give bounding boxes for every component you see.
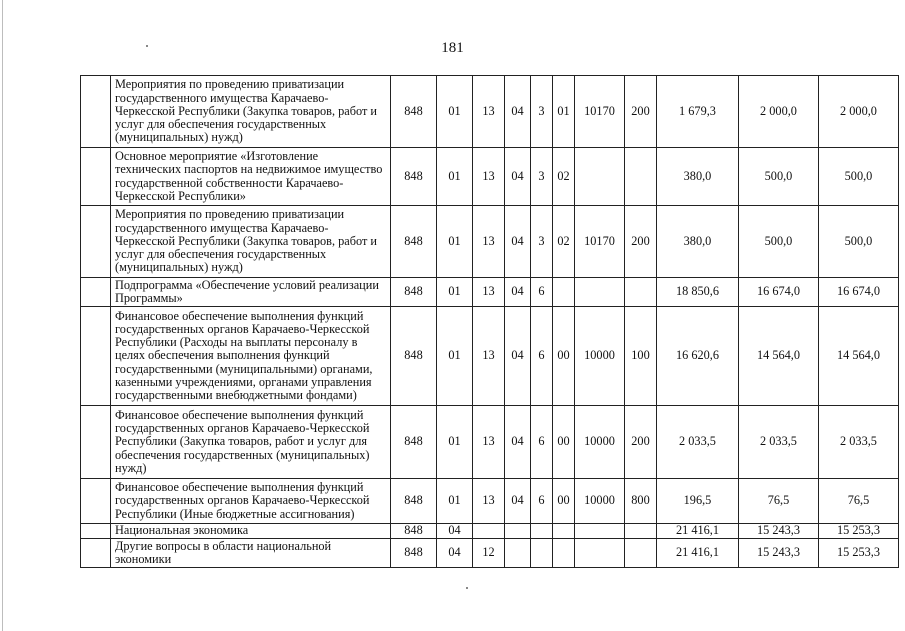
amount-year-3: 16 674,0 (819, 278, 899, 307)
amount-year-1: 196,5 (657, 479, 739, 524)
table-row (81, 539, 899, 568)
code-subsection: 13 (473, 148, 505, 206)
code-ministry: 848 (391, 479, 437, 524)
code-activity: 00 (553, 406, 575, 479)
amount-year-3: 2 033,5 (819, 406, 899, 479)
code-program: 04 (505, 307, 531, 406)
amount-year-2: 16 674,0 (739, 278, 819, 307)
code-activity: 02 (553, 148, 575, 206)
blank-cell (81, 76, 111, 148)
code-subprogram: 6 (531, 278, 553, 307)
code-direction (575, 539, 625, 568)
table-row (81, 76, 899, 148)
code-direction: 10170 (575, 206, 625, 278)
code-program (505, 524, 531, 539)
code-activity: 00 (553, 479, 575, 524)
code-subsection: 12 (473, 539, 505, 568)
table-row (81, 524, 899, 539)
code-subprogram: 3 (531, 206, 553, 278)
code-ministry: 848 (391, 307, 437, 406)
code-subprogram: 3 (531, 148, 553, 206)
code-section: 01 (437, 278, 473, 307)
code-section: 01 (437, 76, 473, 148)
amount-year-3: 14 564,0 (819, 307, 899, 406)
blank-cell (81, 307, 111, 406)
code-direction: 10000 (575, 479, 625, 524)
blank-cell (81, 148, 111, 206)
code-ministry: 848 (391, 148, 437, 206)
code-section: 01 (437, 148, 473, 206)
code-subsection: 13 (473, 307, 505, 406)
code-activity: 00 (553, 307, 575, 406)
code-subprogram: 6 (531, 479, 553, 524)
amount-year-2: 2 033,5 (739, 406, 819, 479)
amount-year-3: 15 253,3 (819, 539, 899, 568)
code-activity: 02 (553, 206, 575, 278)
code-activity: 01 (553, 76, 575, 148)
blank-cell (81, 278, 111, 307)
code-section: 01 (437, 206, 473, 278)
amount-year-2: 15 243,3 (739, 539, 819, 568)
code-section: 01 (437, 406, 473, 479)
amount-year-1: 21 416,1 (657, 539, 739, 568)
code-activity (553, 524, 575, 539)
code-program: 04 (505, 76, 531, 148)
blank-cell (81, 479, 111, 524)
amount-year-3: 76,5 (819, 479, 899, 524)
code-section: 04 (437, 539, 473, 568)
row-name: Финансовое обеспечение выполнения функций государственных органов Карачаево-Черкесской Республики (Закупка товаров, работ и услуг для обеспечения государственных (муниципальных) нужд) (111, 406, 391, 479)
code-program (505, 539, 531, 568)
code-activity (553, 278, 575, 307)
code-ministry: 848 (391, 539, 437, 568)
amount-year-1: 2 033,5 (657, 406, 739, 479)
blank-cell (81, 539, 111, 568)
amount-year-1: 18 850,6 (657, 278, 739, 307)
code-subprogram: 3 (531, 76, 553, 148)
code-direction: 10000 (575, 406, 625, 479)
code-expense-type: 800 (625, 479, 657, 524)
code-program: 04 (505, 148, 531, 206)
amount-year-2: 500,0 (739, 148, 819, 206)
code-subsection (473, 524, 505, 539)
code-subprogram (531, 539, 553, 568)
code-program: 04 (505, 479, 531, 524)
amount-year-1: 16 620,6 (657, 307, 739, 406)
amount-year-1: 380,0 (657, 206, 739, 278)
code-subsection: 13 (473, 278, 505, 307)
row-name: Другие вопросы в области национальной экономики (111, 539, 391, 568)
row-name: Подпрограмма «Обеспечение условий реализации Программы» (111, 278, 391, 307)
code-expense-type: 200 (625, 406, 657, 479)
row-name: Основное мероприятие «Изготовление технических паспортов на недвижимое имущество государственной собственности Карачаево-Черкесской Республики» (111, 148, 391, 206)
code-section: 01 (437, 307, 473, 406)
amount-year-1: 380,0 (657, 148, 739, 206)
code-subsection: 13 (473, 406, 505, 479)
row-name: Национальная экономика (111, 524, 391, 539)
code-program: 04 (505, 278, 531, 307)
blank-cell (81, 206, 111, 278)
code-program: 04 (505, 206, 531, 278)
table-row (81, 278, 899, 307)
code-ministry: 848 (391, 278, 437, 307)
code-ministry: 848 (391, 76, 437, 148)
page-number: 181 (441, 40, 464, 56)
code-expense-type: 200 (625, 76, 657, 148)
row-name: Мероприятия по проведению приватизации государственного имущества Карачаево-Черкесской Республики (Закупка товаров, работ и услуг для обеспечения государственных (муниципальных) нужд) (111, 76, 391, 148)
budget-table (80, 75, 899, 568)
code-ministry: 848 (391, 406, 437, 479)
code-expense-type (625, 539, 657, 568)
code-direction (575, 148, 625, 206)
code-direction: 10170 (575, 76, 625, 148)
amount-year-2: 2 000,0 (739, 76, 819, 148)
amount-year-1: 1 679,3 (657, 76, 739, 148)
amount-year-3: 500,0 (819, 148, 899, 206)
code-subprogram (531, 524, 553, 539)
row-name: Финансовое обеспечение выполнения функций государственных органов Карачаево-Черкесской Республики (Иные бюджетные ассигнования) (111, 479, 391, 524)
code-activity (553, 539, 575, 568)
code-expense-type (625, 278, 657, 307)
code-section: 04 (437, 524, 473, 539)
blank-cell (81, 406, 111, 479)
row-name: Финансовое обеспечение выполнения функций государственных органов Карачаево-Черкесской Республики (Расходы на выплаты персоналу в целях обеспечения выполнения функций государственными (муниципальными) органами, казенными учреждениями, органами управления государственными внебюджетными фондами) (111, 307, 391, 406)
row-name: Мероприятия по проведению приватизации государственного имущества Карачаево-Черкесской Республики (Закупка товаров, работ и услуг для обеспечения государственных (муниципальных) нужд) (111, 206, 391, 278)
code-direction (575, 524, 625, 539)
amount-year-3: 15 253,3 (819, 524, 899, 539)
table-row (81, 206, 899, 278)
amount-year-2: 76,5 (739, 479, 819, 524)
amount-year-2: 500,0 (739, 206, 819, 278)
table-row (81, 307, 899, 406)
code-subsection: 13 (473, 76, 505, 148)
code-ministry: 848 (391, 206, 437, 278)
code-direction (575, 278, 625, 307)
scan-speck (466, 587, 468, 589)
amount-year-2: 14 564,0 (739, 307, 819, 406)
code-ministry: 848 (391, 524, 437, 539)
table-row (81, 479, 899, 524)
page-left-edge (2, 0, 3, 631)
code-expense-type: 100 (625, 307, 657, 406)
code-subsection: 13 (473, 206, 505, 278)
amount-year-3: 2 000,0 (819, 76, 899, 148)
blank-cell (81, 524, 111, 539)
amount-year-1: 21 416,1 (657, 524, 739, 539)
amount-year-3: 500,0 (819, 206, 899, 278)
code-section: 01 (437, 479, 473, 524)
code-subprogram: 6 (531, 406, 553, 479)
table-row (81, 148, 899, 206)
code-expense-type (625, 524, 657, 539)
code-subprogram: 6 (531, 307, 553, 406)
amount-year-2: 15 243,3 (739, 524, 819, 539)
code-program: 04 (505, 406, 531, 479)
code-subsection: 13 (473, 479, 505, 524)
code-expense-type (625, 148, 657, 206)
table-row (81, 406, 899, 479)
code-direction: 10000 (575, 307, 625, 406)
code-expense-type: 200 (625, 206, 657, 278)
